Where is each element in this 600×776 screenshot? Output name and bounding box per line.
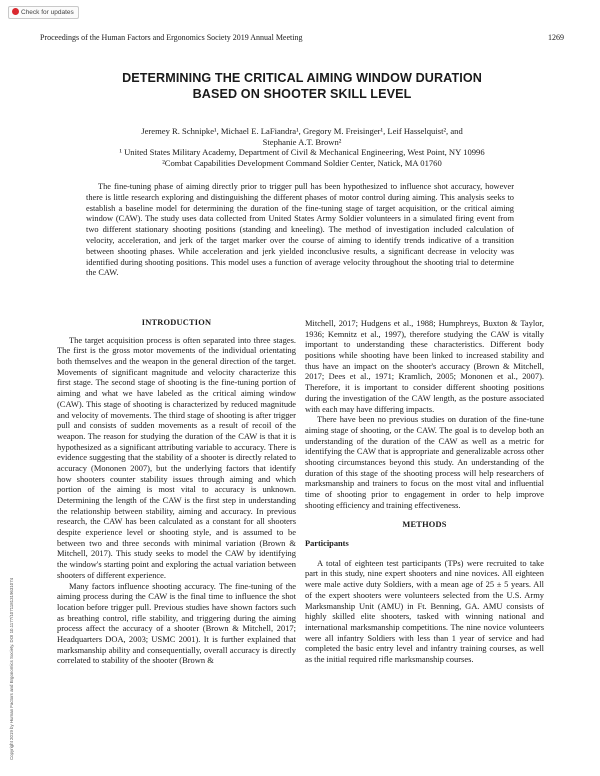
participants-paragraph: A total of eighteen test participants (TPs) were recruited to take part in this study, nine expert shooters and nine novices. All eighteen were male active duty Soldiers, with a mean age of 25 ± 5 years. All of the expert shooters were volunteers selected from the U.S. Army Marksmanship Unit (AMU) in Ft. Benning, GA. AMU consists of highly skilled elite shooters, tasked with winning national and international marksmanship competitions. The nine novice volunteers were all infantry Soldiers with less than 1 year of service and had completed the basic entry level and infantry training courses, as well as the initial required rifle marksmanship courses.	[305, 557, 544, 664]
title-line-2: BASED ON SHOOTER SKILL LEVEL	[192, 87, 412, 101]
title-line-1: DETERMINING THE CRITICAL AIMING WINDOW DURATION	[122, 71, 482, 85]
affiliation-1: ¹ United States Military Academy, Department of Civil & Mechanical Engineering, West Point, NY 10996	[119, 147, 485, 158]
author-list-line-1: Jeremey R. Schnipke¹, Michael E. LaFiandra¹, Gregory M. Freisinger¹, Leif Hasselquist², and	[141, 126, 463, 136]
paper-title	[40, 70, 564, 102]
intro-paragraph-3: There have been no previous studies on duration of the fine-tune aiming stage of shooting, or the CAW. The goal is to develop both an understanding of the duration of the CAW as well as a metric for identifying the CAW that is appropriate and generalizable across other shooting circumstances beyond this study. An understanding of the duration of this stage of the shooting process will help researchers of marksmanship and trainers to focus on the most vital and influential time of shooting prior to engagement in order to help improve shooting efficiency and training effectiveness.	[305, 414, 544, 510]
author-block	[40, 126, 564, 169]
intro-paragraph-2: Many factors influence shooting accuracy. The fine-tuning of the aiming process during the CAW is the final time to influence the shot location before trigger pull. Previous studies have shown factors such as breathing control, rifle stability, and triggering during the aiming process affect the accuracy of a shooter (Brown & Mitchell, 2017; Headquarters DOA, 2003; USMC 2001). It is further explained that marksmanship ability and consequentially, overall accuracy is directly correlated to stability of the shooter (Brown &	[57, 580, 296, 666]
copyright-side-note: Copyright 2019 by Human Factors and Ergonomics Society. DOI 10.1177/1071181319631074	[9, 577, 14, 760]
abstract: The fine-tuning phase of aiming directly prior to trigger pull has been hypothesized to influence shot accuracy, however there is little research exploring and distinguishing the different phases of motor control during aiming. This analysis seeks to establish a baseline model for determining the duration of the fine-tuning stage of target acquisition, or the critical aiming window (CAW). The study uses data collected from United States Army Soldier volunteers in a simulated firing event from two different stationary shooting positions (standing and kneeling). The method of investigation included calculation of velocity, acceleration, and jerk of the target marker over the course of aiming to identify trends indicative of a transition between shooting phases. While acceleration and jerk yielded inconclusive results, a significant decrease in velocity was identified during shooting positions. This model uses a function of average velocity throughout the shooting trial to determine the CAW.	[86, 182, 514, 278]
intro-continuation: Mitchell, 2017; Hudgens et al., 1988; Humphreys, Buxton & Taylor, 1936; Kemnitz et al., 1997), therefore studying the CAW is vitally important to understanding these characteristics. Different body positions while shooting have been linked to increased stability and thus have an impact on the shooter's accuracy (Brown & Mitchell, 2017; Dees et al., 1971; Kramlich, 2005; Mononen et al., 2007). Therefore, it is important to consider different shooting positions during the investigation of the CAW length, as the posture associated with each may have differing impacts.	[305, 318, 544, 414]
badge-label: Check for updates	[21, 9, 74, 16]
participants-heading: Participants	[305, 539, 349, 549]
author-list-line-2: Stephanie A.T. Brown²	[262, 136, 342, 147]
page-number: 1269	[548, 33, 564, 42]
introduction-heading: INTRODUCTION	[141, 318, 212, 327]
proceedings-title: Proceedings of the Human Factors and Ergonomics Society 2019 Annual Meeting	[40, 33, 303, 42]
methods-heading: METHODS	[402, 520, 447, 530]
check-for-updates-badge[interactable]	[8, 6, 79, 19]
running-header	[40, 33, 564, 43]
intro-paragraph-1: The target acquisition process is often separated into three stages. The first is the gross motor movements of the individual orientating both themselves and the weapon in the general direction of the target. Movements of significant magnitude and velocity characterize this first stage. The second stage of shooting is the fine-tuning portion of aiming and what we have labeled as the critical aiming window (CAW). This stage of shooting is characterized by reduced magnitude and velocity of movements. The third stage of shooting is after trigger pull and consists of sudden movements as a result of recoil of the weapon. The reason for studying the duration of the CAW is that it is hypothesized as a significant attributing variable to accuracy. There is evidence suggesting that the stability of a shooter is directly related to accuracy (Mononen 2007), but the underlying factors that identify how shooters counter stability issues through aiming and which portion of the aiming is most vital to accuracy is unknown. Determining the length of the CAW is the first step in understanding the relationship between stability, aiming and accuracy. In previous research, the CAW has been calculated as a constant for all shooters despite experience level or shooting style, and is assumed to be between two and three seconds with minimal variation (Brown & Mitchell, 2017). This study seeks to model the CAW by identifying the window's starting point and exploring the actual variation between shooters of different experience.	[57, 334, 296, 580]
left-column	[57, 318, 296, 666]
affiliation-2: ²Combat Capabilities Development Command Soldier Center, Natick, MA 01760	[162, 158, 442, 169]
right-column	[305, 318, 544, 665]
update-icon	[12, 8, 19, 15]
